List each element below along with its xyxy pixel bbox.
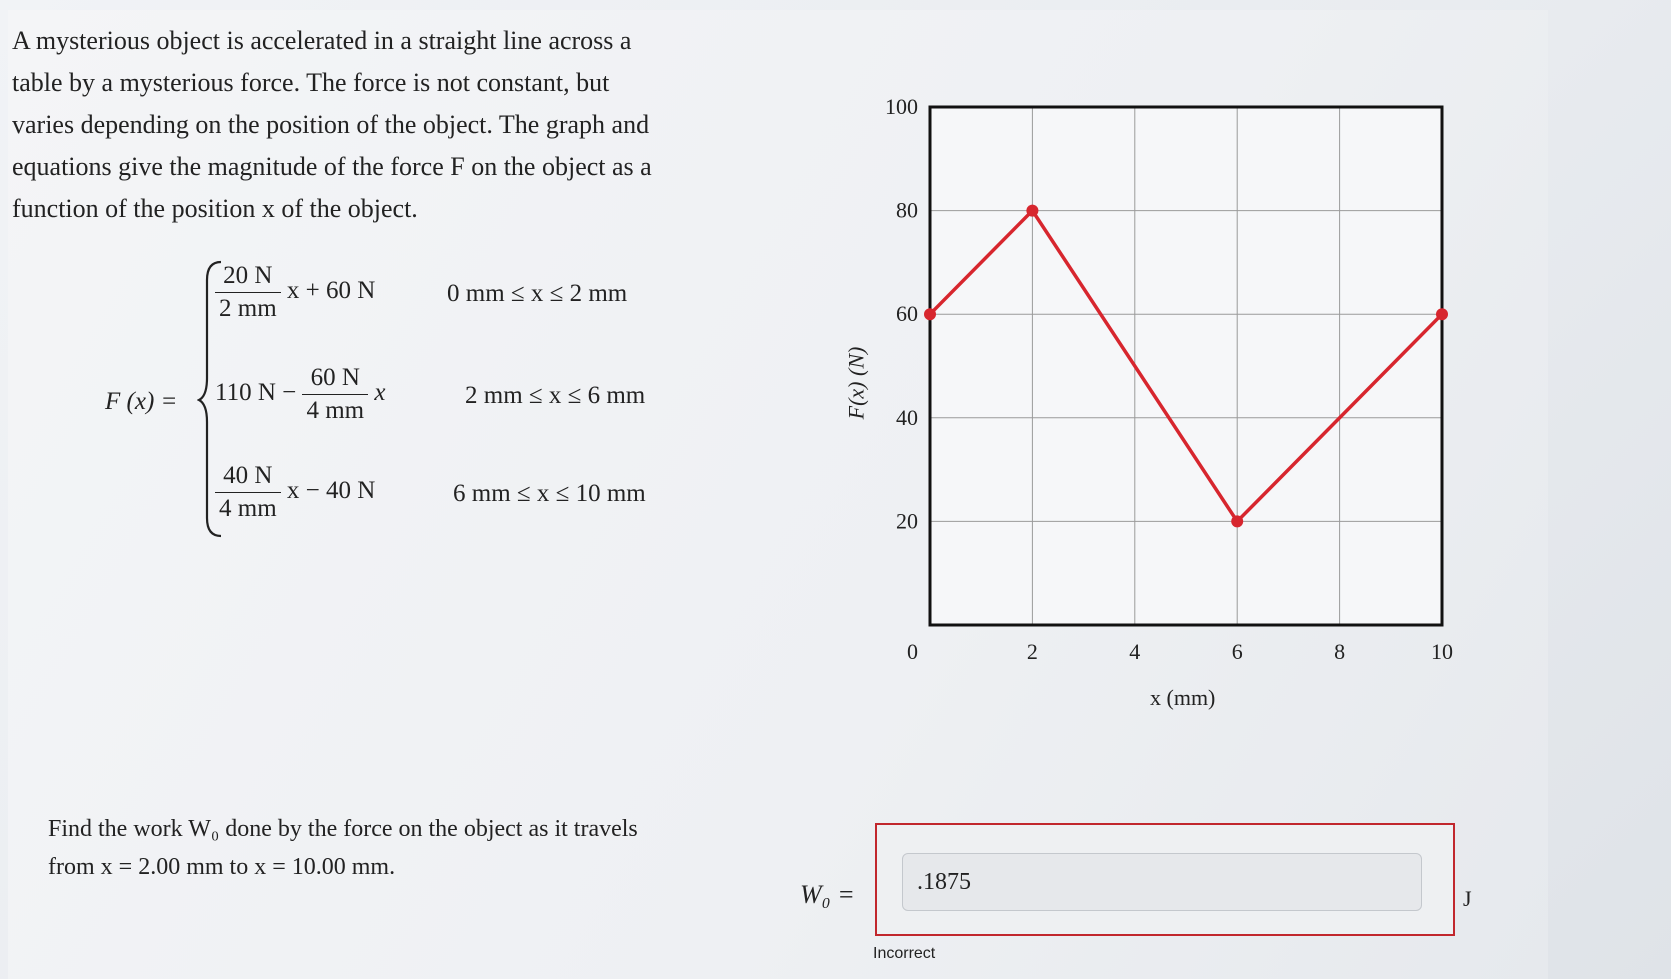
case-2 bbox=[215, 362, 386, 427]
case-3-condition: 6 mm ≤ x ≤ 10 mm bbox=[453, 480, 646, 507]
case-1-condition: 0 mm ≤ x ≤ 2 mm bbox=[447, 280, 628, 307]
problem-statement bbox=[12, 20, 732, 230]
question-text bbox=[48, 810, 748, 886]
fraction: $\frac{40 N}{4 mm}$ bbox=[215, 460, 281, 525]
answer-input[interactable] bbox=[902, 853, 1422, 911]
chart-x-label: x (mm) bbox=[1150, 685, 1216, 710]
case-2-rest: x bbox=[374, 379, 386, 407]
y-tick-label: 20 bbox=[896, 508, 918, 534]
data-point bbox=[924, 308, 936, 320]
data-point bbox=[1026, 205, 1038, 217]
plot-area bbox=[930, 107, 1442, 625]
case-2-condition: 2 mm ≤ x ≤ 6 mm bbox=[465, 382, 646, 409]
case-1-rest: x + 60 N bbox=[286, 277, 376, 305]
problem-line: equations give the magnitude of the force F on the object as a bbox=[12, 152, 652, 181]
question-line: from x = 2.00 mm to x = 10.00 mm. bbox=[48, 854, 396, 880]
x-tick-label: 2 bbox=[1026, 639, 1038, 664]
equation-lhs: F (x) = bbox=[105, 388, 178, 415]
problem-line: table by a mysterious force. The force is not constant, but bbox=[12, 68, 610, 97]
y-tick-label: 0 bbox=[907, 639, 918, 664]
x-tick-label: 8 bbox=[1334, 639, 1346, 664]
case-3 bbox=[215, 460, 375, 525]
y-tick-label: 40 bbox=[896, 404, 918, 430]
problem-line: A mysterious object is accelerated in a straight line across a bbox=[12, 26, 632, 55]
fraction: $\frac{60 N}{4 mm}$ bbox=[302, 362, 368, 427]
case-1 bbox=[215, 260, 375, 325]
fraction: $\frac{20 N}{2 mm}$ bbox=[215, 260, 281, 325]
data-point bbox=[1436, 308, 1448, 320]
answer-label: W₀ = bbox=[800, 880, 855, 909]
answer-unit: J bbox=[1463, 886, 1472, 911]
x-tick-label: 10 bbox=[1431, 639, 1453, 664]
feedback-label: Incorrect bbox=[873, 945, 936, 962]
force-chart bbox=[830, 85, 1480, 685]
x-tick-label: 6 bbox=[1231, 639, 1243, 664]
x-tick-label: 4 bbox=[1129, 639, 1141, 664]
y-tick-label: 100 bbox=[885, 94, 918, 119]
case-3-rest: x − 40 N bbox=[286, 477, 376, 505]
y-tick-label: 60 bbox=[896, 301, 918, 327]
problem-line: function of the position x of the object. bbox=[12, 194, 418, 223]
question-line: Find the work W₀ done by the force on the object as it travels bbox=[48, 816, 638, 842]
problem-line: varies depending on the position of the object. The graph and bbox=[12, 110, 650, 139]
chart-y-label: F(x) (N) bbox=[843, 346, 869, 420]
case-2-lead: 110 N − bbox=[215, 379, 297, 407]
y-tick-label: 80 bbox=[896, 197, 918, 223]
data-point bbox=[1231, 515, 1243, 527]
answer-box bbox=[875, 823, 1455, 936]
